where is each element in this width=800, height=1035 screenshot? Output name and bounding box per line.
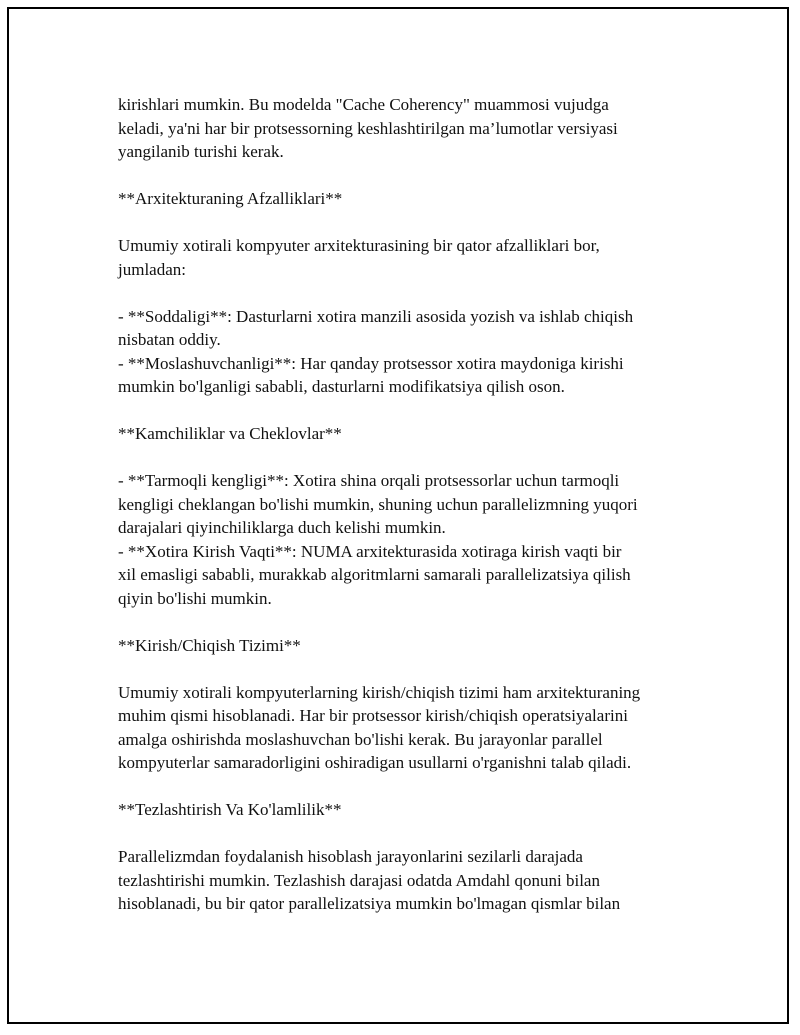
document-body (118, 93, 698, 939)
heading-io-system: **Kirish/Chiqish Tizimi** (118, 635, 301, 655)
heading-speedup-scalability: **Tezlashtirish Va Ko'lamlilik** (118, 800, 342, 819)
paragraph-cache-coherency: kirishlari mumkin. Bu modelda "Cache Coherency" muammosi vujudga keladi, ya'ni har bir protsessorning keshlashtirilgan ma’lumotlar versiyasi yangilanib turishi kerak. (118, 95, 618, 161)
list-advantages: - **Soddaligi**: Dasturlarni xotira manzili asosida yozish va ishlab chiqish nisbatan oddiy. - **Moslashuvchanligi**: Har qanday protsessor xotira maydoniga kirishi mumkin bo'lganligi sababli, dasturlarni modifikatsiya qilish oson. (118, 306, 634, 396)
paragraph-speedup: Parallelizmdan foydalanish hisoblash jarayonlarini sezilarli darajada tezlashtirishi mumkin. Tezlashish darajasi odatda Amdahl qonuni bilan hisoblanadi, bu bir qator parallelizatsiya mumkin bo'lmagan qismlar bilan (118, 847, 621, 913)
heading-limitations: **Kamchiliklar va Cheklovlar** (118, 424, 342, 443)
paragraph-advantages-intro: Umumiy xotirali kompyuter arxitekturasining bir qator afzalliklari bor, jumladan: (118, 236, 600, 279)
heading-advantages: **Arxitekturaning Afzalliklari** (118, 189, 343, 208)
paragraph-io-system: Umumiy xotirali kompyuterlarning kirish/chiqish tizimi ham arxitekturaning muhim qismi hisoblanadi. Har bir protsessor kirish/chiqish operatsiyalarini amalga oshirishda moslashuvchan bo'lishi kerak. Bu jarayonlar parallel kompyuterlar samaradorligini oshiradigan usullarni o'rganishni talab qiladi. (118, 682, 641, 772)
list-limitations: - **Tarmoqli kengligi**: Xotira shina orqali protsessorlar uchun tarmoqli kengligi cheklangan bo'lishi mumkin, shuning uchun parallelizmning yuqori darajalari qiyinchiliklarga duch kelishi mumkin. - **Xotira Kirish Vaqti**: NUMA arxitekturasida xotiraga kirish vaqti bir xil emasligi sababli, murakkab algoritmlarni samarali parallelizatsiya qilish qiyin bo'lishi mumkin. (118, 471, 638, 608)
